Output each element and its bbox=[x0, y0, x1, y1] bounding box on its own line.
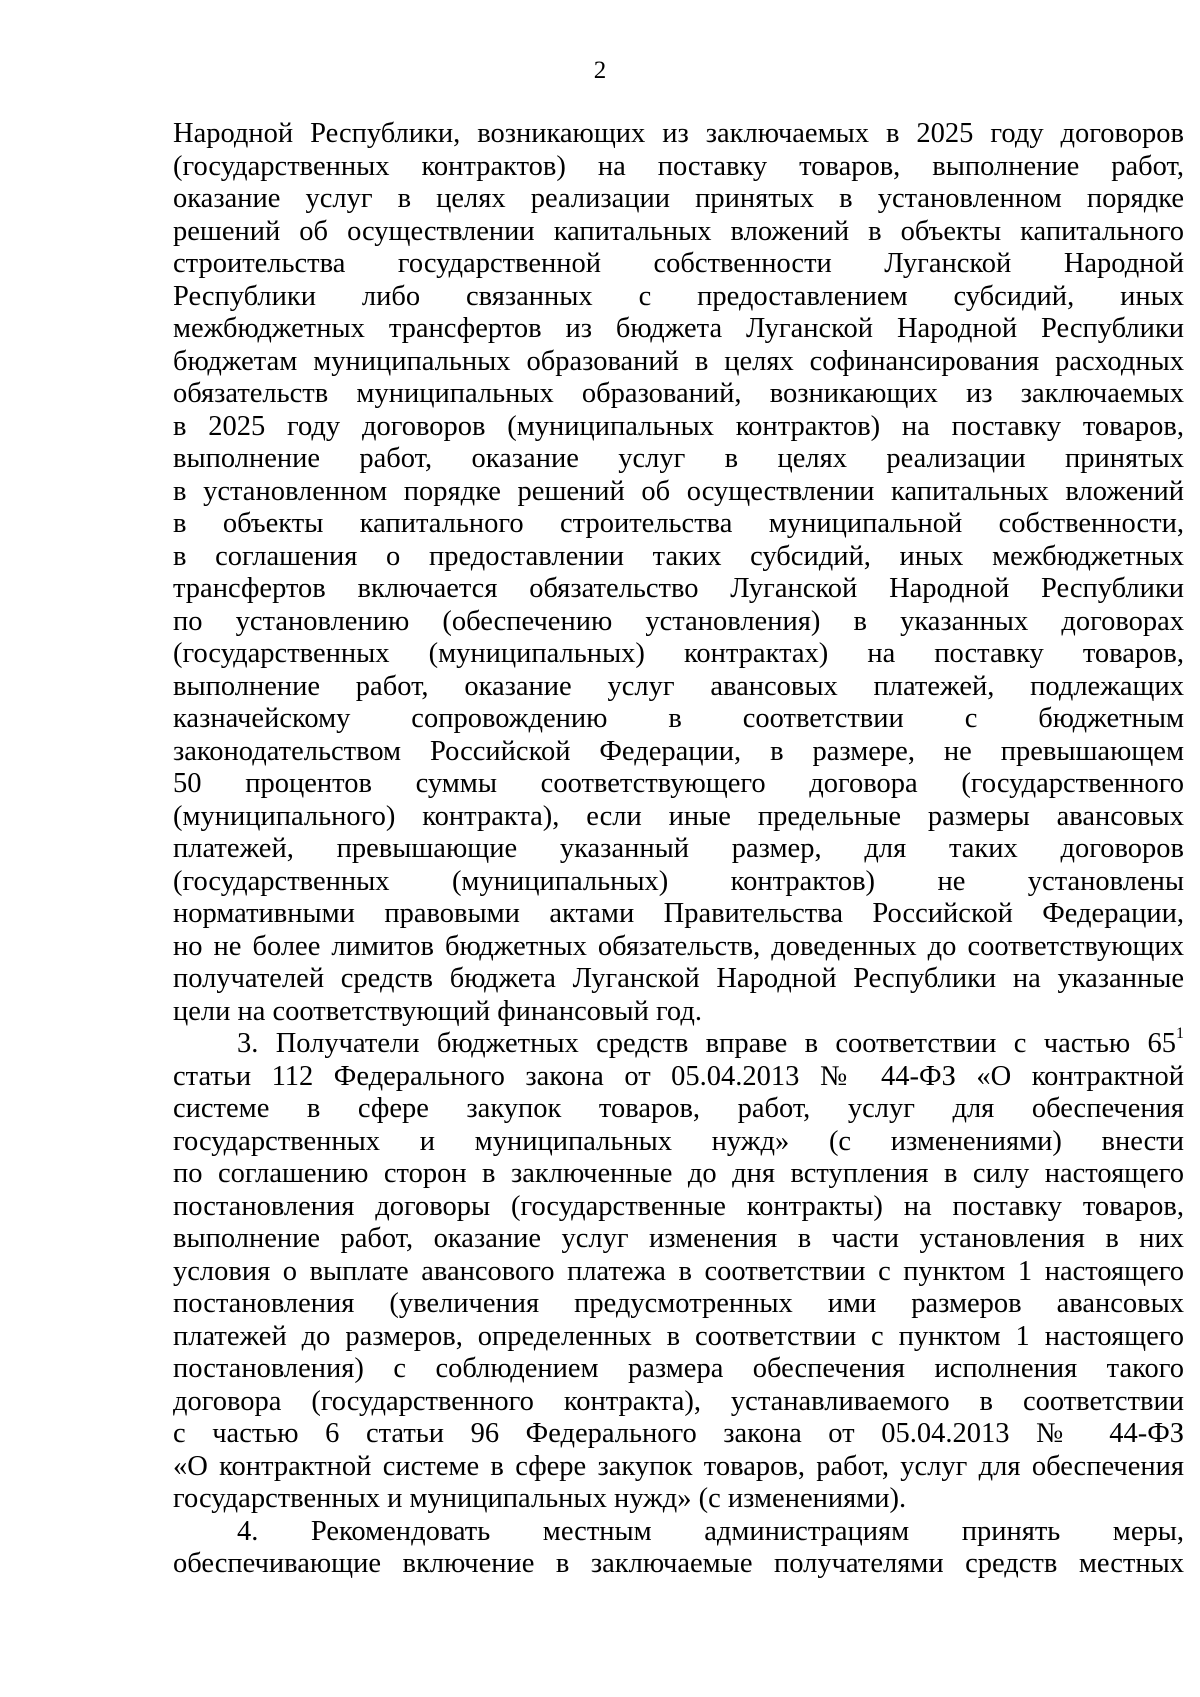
text-line: (государственных (муниципальных) контрактов) не установлены bbox=[173, 865, 1184, 897]
text-line: платежей, превышающие указанный размер, для таких договоров bbox=[173, 833, 1184, 864]
paragraph-4-lines bbox=[173, 1548, 1184, 1581]
text-line: условия о выплате авансового платежа в соответствии с пунктом 1 настоящего bbox=[173, 1255, 1184, 1287]
text-line: в установленном порядке решений об осуществлении капитальных вложений bbox=[173, 475, 1184, 507]
paragraph-3-first-line bbox=[173, 1025, 1184, 1061]
paragraph-4 bbox=[173, 1516, 1184, 1581]
paragraph-3-lines bbox=[173, 1061, 1184, 1516]
text-line: государственных и муниципальных нужд» (с изменениями). bbox=[173, 1483, 907, 1514]
paragraph-3-first-line-text: 3. Получатели бюджетных средств вправе в соответствии с частью 65 bbox=[237, 1028, 1176, 1059]
text-line: цели на соответствующий финансовый год. bbox=[173, 995, 702, 1027]
paragraph-continuation bbox=[173, 118, 1184, 1028]
text-line: Республики либо связанных с предоставлением субсидий, иных bbox=[173, 280, 1184, 312]
text-line: получателей средств бюджета Луганской Народной Республики на указанные bbox=[173, 963, 1184, 994]
text-line: бюджетам муниципальных образований в целях софинансирования расходных bbox=[173, 345, 1184, 377]
text-line: постановления договоры (государственные контракты) на поставку товаров, bbox=[173, 1190, 1184, 1222]
text-line: платежей до размеров, определенных в соответствии с пунктом 1 настоящего bbox=[173, 1320, 1184, 1352]
text-line: трансфертов включается обязательство Луганской Народной Республики bbox=[173, 573, 1184, 604]
text-line: обеспечивающие включение в заключаемые получателями средств местных bbox=[173, 1548, 1184, 1579]
paragraph-3 bbox=[173, 1025, 1184, 1516]
text-line: в объекты капитального строительства муниципальной собственности, bbox=[173, 508, 1184, 539]
text-line: в 2025 году договоров (муниципальных контрактов) на поставку товаров, bbox=[173, 410, 1184, 442]
text-line: Народной Республики, возникающих из заключаемых в 2025 году договоров bbox=[173, 118, 1184, 149]
text-line: казначейскому сопровождению в соответствии с бюджетным bbox=[173, 703, 1184, 734]
text-line: оказание услуг в целях реализации принятых в установленном порядке bbox=[173, 183, 1184, 214]
text-line: строительства государственной собственности Луганской Народной bbox=[173, 248, 1184, 279]
text-line: (государственных (муниципальных) контрактах) на поставку товаров, bbox=[173, 638, 1184, 669]
text-line: «О контрактной системе в сфере закупок товаров, работ, услуг для обеспечения bbox=[173, 1450, 1184, 1482]
text-line: решений об осуществлении капитальных вложений в объекты капитального bbox=[173, 215, 1184, 247]
text-line: с частью 6 статьи 96 Федерального закона от 05.04.2013 № 44-ФЗ bbox=[173, 1418, 1184, 1449]
text-line: но не более лимитов бюджетных обязательств, доведенных до соответствующих bbox=[173, 930, 1184, 962]
text-line: по соглашению сторон в заключенные до дня вступления в силу настоящего bbox=[173, 1158, 1184, 1189]
text-line: обязательств муниципальных образований, возникающих из заключаемых bbox=[173, 378, 1184, 409]
document-body bbox=[173, 118, 1184, 1581]
text-line: в соглашения о предоставлении таких субсидий, иных межбюджетных bbox=[173, 540, 1184, 572]
text-line: 50 процентов суммы соответствующего договора (государственного bbox=[173, 768, 1184, 799]
text-line: законодательством Российской Федерации, в размере, не превышающем bbox=[173, 735, 1184, 767]
text-line: договора (государственного контракта), устанавливаемого в соответствии bbox=[173, 1385, 1184, 1417]
text-line: нормативными правовыми актами Правительства Российской Федерации, bbox=[173, 898, 1184, 929]
text-line: выполнение работ, оказание услуг в целях реализации принятых bbox=[173, 443, 1184, 474]
text-line: постановления (увеличения предусмотренных ими размеров авансовых bbox=[173, 1288, 1184, 1319]
text-line: постановления) с соблюдением размера обеспечения исполнения такого bbox=[173, 1353, 1184, 1384]
text-line: выполнение работ, оказание услуг авансовых платежей, подлежащих bbox=[173, 670, 1184, 702]
text-line: статьи 112 Федерального закона от 05.04.2013 № 44-ФЗ «О контрактной bbox=[173, 1060, 1184, 1092]
text-line: государственных и муниципальных нужд» (с изменениями) внести bbox=[173, 1125, 1184, 1157]
text-line: (муниципального) контракта), если иные предельные размеры авансовых bbox=[173, 800, 1184, 832]
page-number: 2 bbox=[593, 57, 607, 84]
text-line: по установлению (обеспечению установления) в указанных договорах bbox=[173, 605, 1184, 637]
text-line: выполнение работ, оказание услуг изменения в части установления в них bbox=[173, 1223, 1184, 1254]
text-line: системе в сфере закупок товаров, работ, услуг для обеспечения bbox=[173, 1093, 1184, 1124]
paragraph-4-first-line: 4. Рекомендовать местным администрациям принять меры, bbox=[237, 1515, 1184, 1547]
text-line: межбюджетных трансфертов из бюджета Луганской Народной Республики bbox=[173, 313, 1184, 344]
superscript-mark: 1 bbox=[1176, 1025, 1184, 1042]
text-line: (государственных контрактов) на поставку товаров, выполнение работ, bbox=[173, 150, 1184, 182]
